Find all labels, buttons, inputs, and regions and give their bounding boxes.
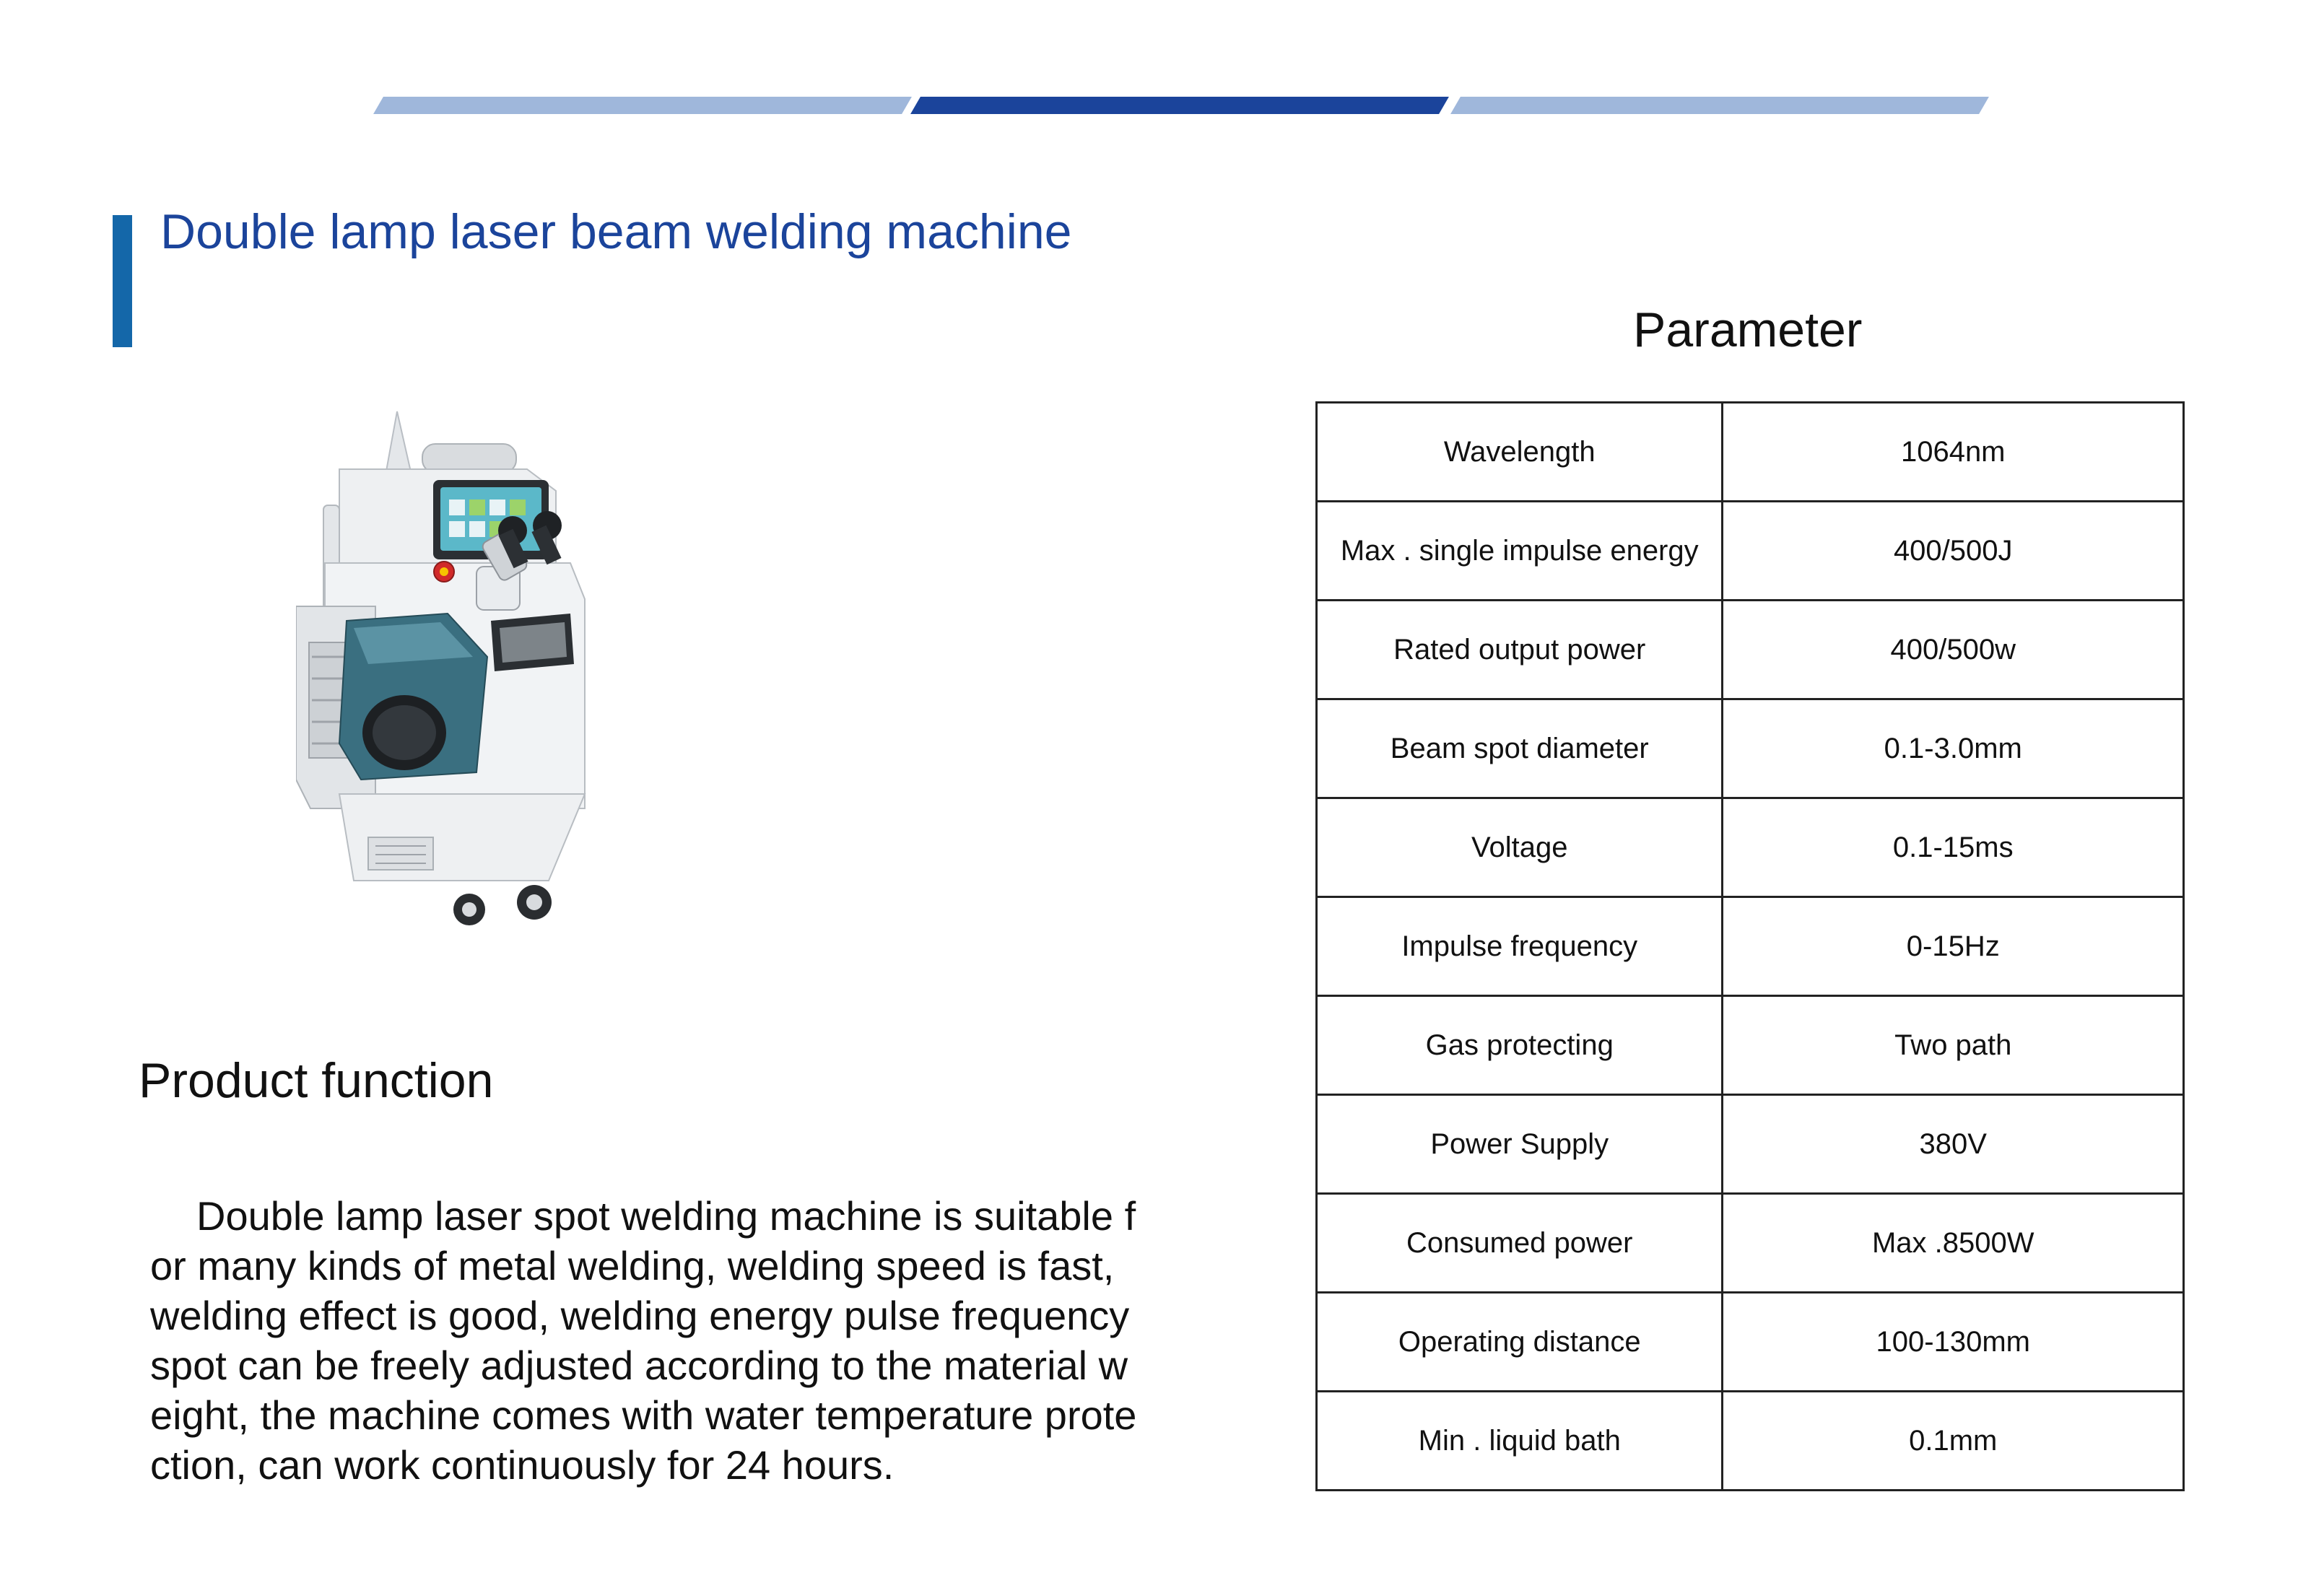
header-stripe-right <box>1450 97 1989 114</box>
table-row <box>1317 1095 2184 1194</box>
table-row <box>1317 798 2184 897</box>
welding-machine-image <box>296 404 650 946</box>
param-name: Wavelength <box>1317 403 1723 502</box>
param-value: Two path <box>1723 996 2184 1095</box>
param-name: Operating distance <box>1317 1293 1723 1392</box>
param-name: Voltage <box>1317 798 1723 897</box>
param-value: 0.1-3.0mm <box>1723 699 2184 798</box>
param-value: 0.1mm <box>1723 1392 2184 1491</box>
title-accent-bar <box>113 215 132 347</box>
table-row <box>1317 897 2184 996</box>
param-name: Consumed power <box>1317 1194 1723 1293</box>
param-value: 0.1-15ms <box>1723 798 2184 897</box>
param-name: Power Supply <box>1317 1095 1723 1194</box>
param-value: 380V <box>1723 1095 2184 1194</box>
product-function-text: Double lamp laser spot welding machine is suitable for many kinds of metal welding, welding speed is fast, welding effect is good, welding energy pulse frequency spot can be freely adjusted according to the material weight, the machine comes with water temperature protection, can work continuously for 24 hours. <box>150 1193 1137 1488</box>
table-row <box>1317 996 2184 1095</box>
header-stripe-center <box>910 97 1449 114</box>
param-value: 400/500J <box>1723 502 2184 601</box>
product-function-heading: Product function <box>139 1053 494 1108</box>
param-value: 1064nm <box>1723 403 2184 502</box>
table-row <box>1317 1194 2184 1293</box>
table-row <box>1317 403 2184 502</box>
table-row <box>1317 1392 2184 1491</box>
param-name: Rated output power <box>1317 601 1723 699</box>
param-name: Max . single impulse energy <box>1317 502 1723 601</box>
param-name: Gas protecting <box>1317 996 1723 1095</box>
header-stripe-left <box>373 97 912 114</box>
param-value: 100-130mm <box>1723 1293 2184 1392</box>
param-value: 400/500w <box>1723 601 2184 699</box>
table-row <box>1317 601 2184 699</box>
parameter-table <box>1315 401 2185 1491</box>
parameter-heading: Parameter <box>1633 302 1863 357</box>
table-row <box>1317 699 2184 798</box>
param-name: Impulse frequency <box>1317 897 1723 996</box>
table-row <box>1317 1293 2184 1392</box>
table-row <box>1317 502 2184 601</box>
param-name: Beam spot diameter <box>1317 699 1723 798</box>
param-name: Min . liquid bath <box>1317 1392 1723 1491</box>
page-title: Double lamp laser beam welding machine <box>160 204 1072 259</box>
param-value: Max .8500W <box>1723 1194 2184 1293</box>
param-value: 0-15Hz <box>1723 897 2184 996</box>
